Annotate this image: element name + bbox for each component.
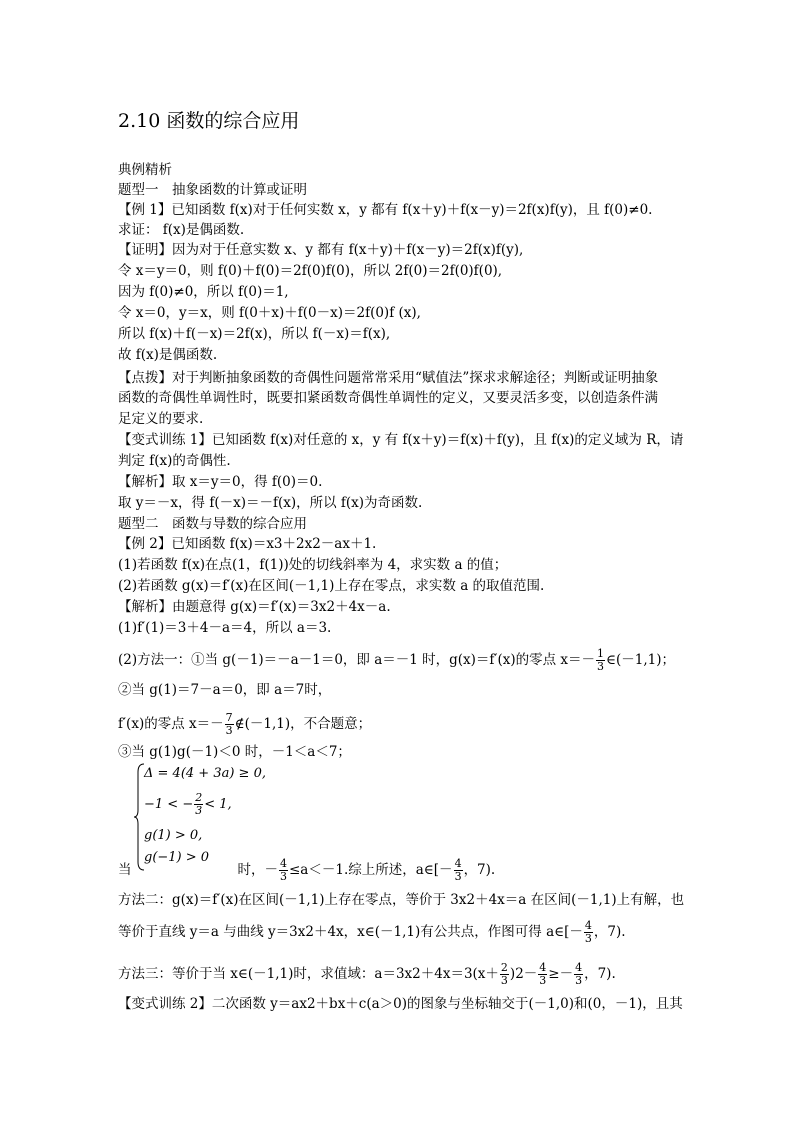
text: ∉(－1,1)，不合题意； — [234, 716, 372, 732]
method-1-line-1 — [118, 648, 675, 673]
numerator: 1 — [597, 647, 605, 660]
example-2-statement: 【例 2】已知函数 f(x)＝x3＋2x2－ax＋1. — [118, 536, 377, 552]
text: 当 — [118, 862, 132, 878]
denominator: 3 — [454, 870, 462, 883]
solution-line-2: (1)f′(1)＝3＋4－a＝4，所以 a＝3. — [118, 620, 332, 636]
denominator: 3 — [584, 932, 592, 945]
denominator: 3 — [280, 870, 287, 883]
fraction-four-thirds — [584, 920, 593, 945]
heading-type-two: 题型二 函数与导数的综合应用 — [118, 516, 307, 532]
method-2-line-1: 方法二：g(x)＝f′(x)在区间(－1,1)上存在零点，等价于 3x2＋4x＝a 在区间(－1,1)上有解，也 — [118, 892, 685, 908]
numerator: 4 — [280, 857, 287, 870]
section-title: 2.10 函数的综合应用 — [118, 110, 300, 132]
text: 方法三：等价于当 x∈(－1,1)时，求值域：a＝3x2＋4x＝3(x＋ — [118, 966, 499, 982]
heading-type-one: 题型一 抽象函数的计算或证明 — [118, 182, 307, 198]
variant-2-line-1: 【变式训练 2】二次函数 y＝ax2＋bx＋c(a＞0)的图象与坐标轴交于(－1,0)和(0，－1)，且其 — [118, 996, 683, 1012]
proof-line-5: 所以 f(x)＋f(－x)＝2f(x)，所以 f(－x)＝f(x), — [118, 326, 391, 342]
method-1-line-4: ③当 g(1)g(－1)＜0 时，－1＜a＜7； — [118, 744, 351, 760]
numerator: 2 — [195, 791, 203, 804]
text: ≤a＜－1.综上所述，a∈[－ — [289, 862, 453, 878]
text: ，7). — [463, 862, 496, 878]
numerator: 4 — [454, 857, 462, 870]
variant-1-solution-2: 取 y＝－x，得 f(－x)＝－f(x)，所以 f(x)为奇函数. — [118, 495, 423, 511]
fraction-seven-thirds — [225, 712, 234, 737]
numerator: 7 — [225, 711, 233, 724]
solution-line-1: 【解析】由题意得 g(x)＝f′(x)＝3x2＋4x－a. — [118, 599, 391, 615]
tip-line-1: 【点拨】对于判断抽象函数的奇偶性问题常常采用“赋值法”探求求解途径；判断或证明抽象 — [118, 370, 659, 386]
denominator: 3 — [225, 724, 233, 737]
method-2-line-2 — [118, 920, 626, 945]
example-1-prove: 求证： f(x)是偶函数. — [118, 222, 245, 238]
text: 时，－ — [237, 862, 278, 878]
denominator: 3 — [539, 974, 547, 987]
proof-line-3: 因为 f(0)≠0，所以 f(0)＝1, — [118, 284, 289, 300]
numerator: 2 — [500, 961, 508, 974]
denominator: 3 — [500, 974, 508, 987]
text: f′(x)的零点 x＝－ — [118, 716, 224, 732]
proof-line-4: 令 x＝0，y＝x，则 f(0＋x)＋f(0－x)＝2f(0)f (x), — [118, 305, 421, 321]
text: (2)方法一：①当 g(－1)＝－a－1＝0，即 a＝－1 时，g(x)＝f′(x)的零点 x＝－ — [118, 652, 596, 668]
inequality-system — [134, 762, 266, 872]
denominator: 3 — [195, 804, 203, 817]
fraction-four-thirds — [454, 858, 463, 883]
method-1-conclusion — [118, 858, 495, 883]
proof-line-6: 故 f(x)是偶函数. — [118, 347, 218, 363]
variant-1-line-2: 判定 f(x)的奇偶性. — [118, 453, 231, 469]
text: ≥－ — [548, 966, 574, 982]
tip-line-3: 足定义的要求. — [118, 411, 204, 427]
numerator: 4 — [539, 961, 547, 974]
fraction-one-third — [596, 648, 605, 673]
denominator: 3 — [597, 660, 605, 673]
method-1-line-3 — [118, 712, 371, 737]
system-row-2 — [144, 792, 232, 817]
variant-1-line-1: 【变式训练 1】已知函数 f(x)对任意的 x，y 有 f(x＋y)＝f(x)＋f(y)，且 f(x)的定义域为 R，请 — [118, 432, 684, 448]
system-row-1: Δ = 4(4 + 3a) ≥ 0, — [144, 766, 266, 781]
fraction-four-thirds — [574, 962, 583, 987]
fraction-two-thirds — [500, 962, 509, 987]
text: 等价于直线 y＝a 与曲线 y＝3x2＋4x，x∈(－1,1)有公共点，作图可得 a∈[－ — [118, 924, 583, 940]
system-row-3: g(1) > 0, — [144, 828, 203, 843]
text: < 1, — [204, 797, 232, 812]
tip-line-2: 函数的奇偶性单调性时，既要扣紧函数奇偶性单调性的定义，又要灵活多变，以创造条件满 — [118, 390, 658, 406]
variant-1-solution-1: 【解析】取 x＝y＝0，得 f(0)＝0. — [118, 474, 323, 490]
example-1-statement: 【例 1】已知函数 f(x)对于任何实数 x，y 都有 f(x＋y)＋f(x－y)＝2f(x)f(y)，且 f(0)≠0. — [118, 202, 653, 218]
fraction-four-thirds — [279, 858, 288, 883]
method-3-line — [118, 962, 616, 987]
text: ，7). — [593, 924, 626, 940]
denominator: 3 — [575, 974, 583, 987]
numerator: 4 — [575, 961, 583, 974]
text: )2－ — [509, 966, 538, 982]
heading-examples: 典例精析 — [118, 162, 172, 178]
example-2-part-1: (1)若函数 f(x)在点(1，f(1))处的切线斜率为 4，求实数 a 的值； — [118, 557, 508, 573]
numerator: 4 — [584, 919, 592, 932]
proof-line-2: 令 x＝y＝0，则 f(0)＋f(0)＝2f(0)f(0)，所以 2f(0)＝2f(0)f(0), — [118, 263, 503, 279]
example-2-part-2: (2)若函数 g(x)＝f′(x)在区间(－1,1)上存在零点，求实数 a 的取值范围. — [118, 578, 545, 594]
proof-line-1: 【证明】因为对于任意实数 x、y 都有 f(x＋y)＋f(x－y)＝2f(x)f(y), — [118, 242, 524, 258]
text: ∈(－1,1)； — [606, 652, 676, 668]
fraction-two-thirds — [194, 792, 203, 817]
method-1-line-2: ②当 g(1)＝7－a＝0，即 a＝7时， — [118, 682, 332, 698]
fraction-four-thirds — [538, 962, 547, 987]
text: −1 < − — [144, 797, 194, 812]
text: ，7). — [584, 966, 616, 982]
system-row-4: g(−1) > 0 — [144, 850, 210, 865]
